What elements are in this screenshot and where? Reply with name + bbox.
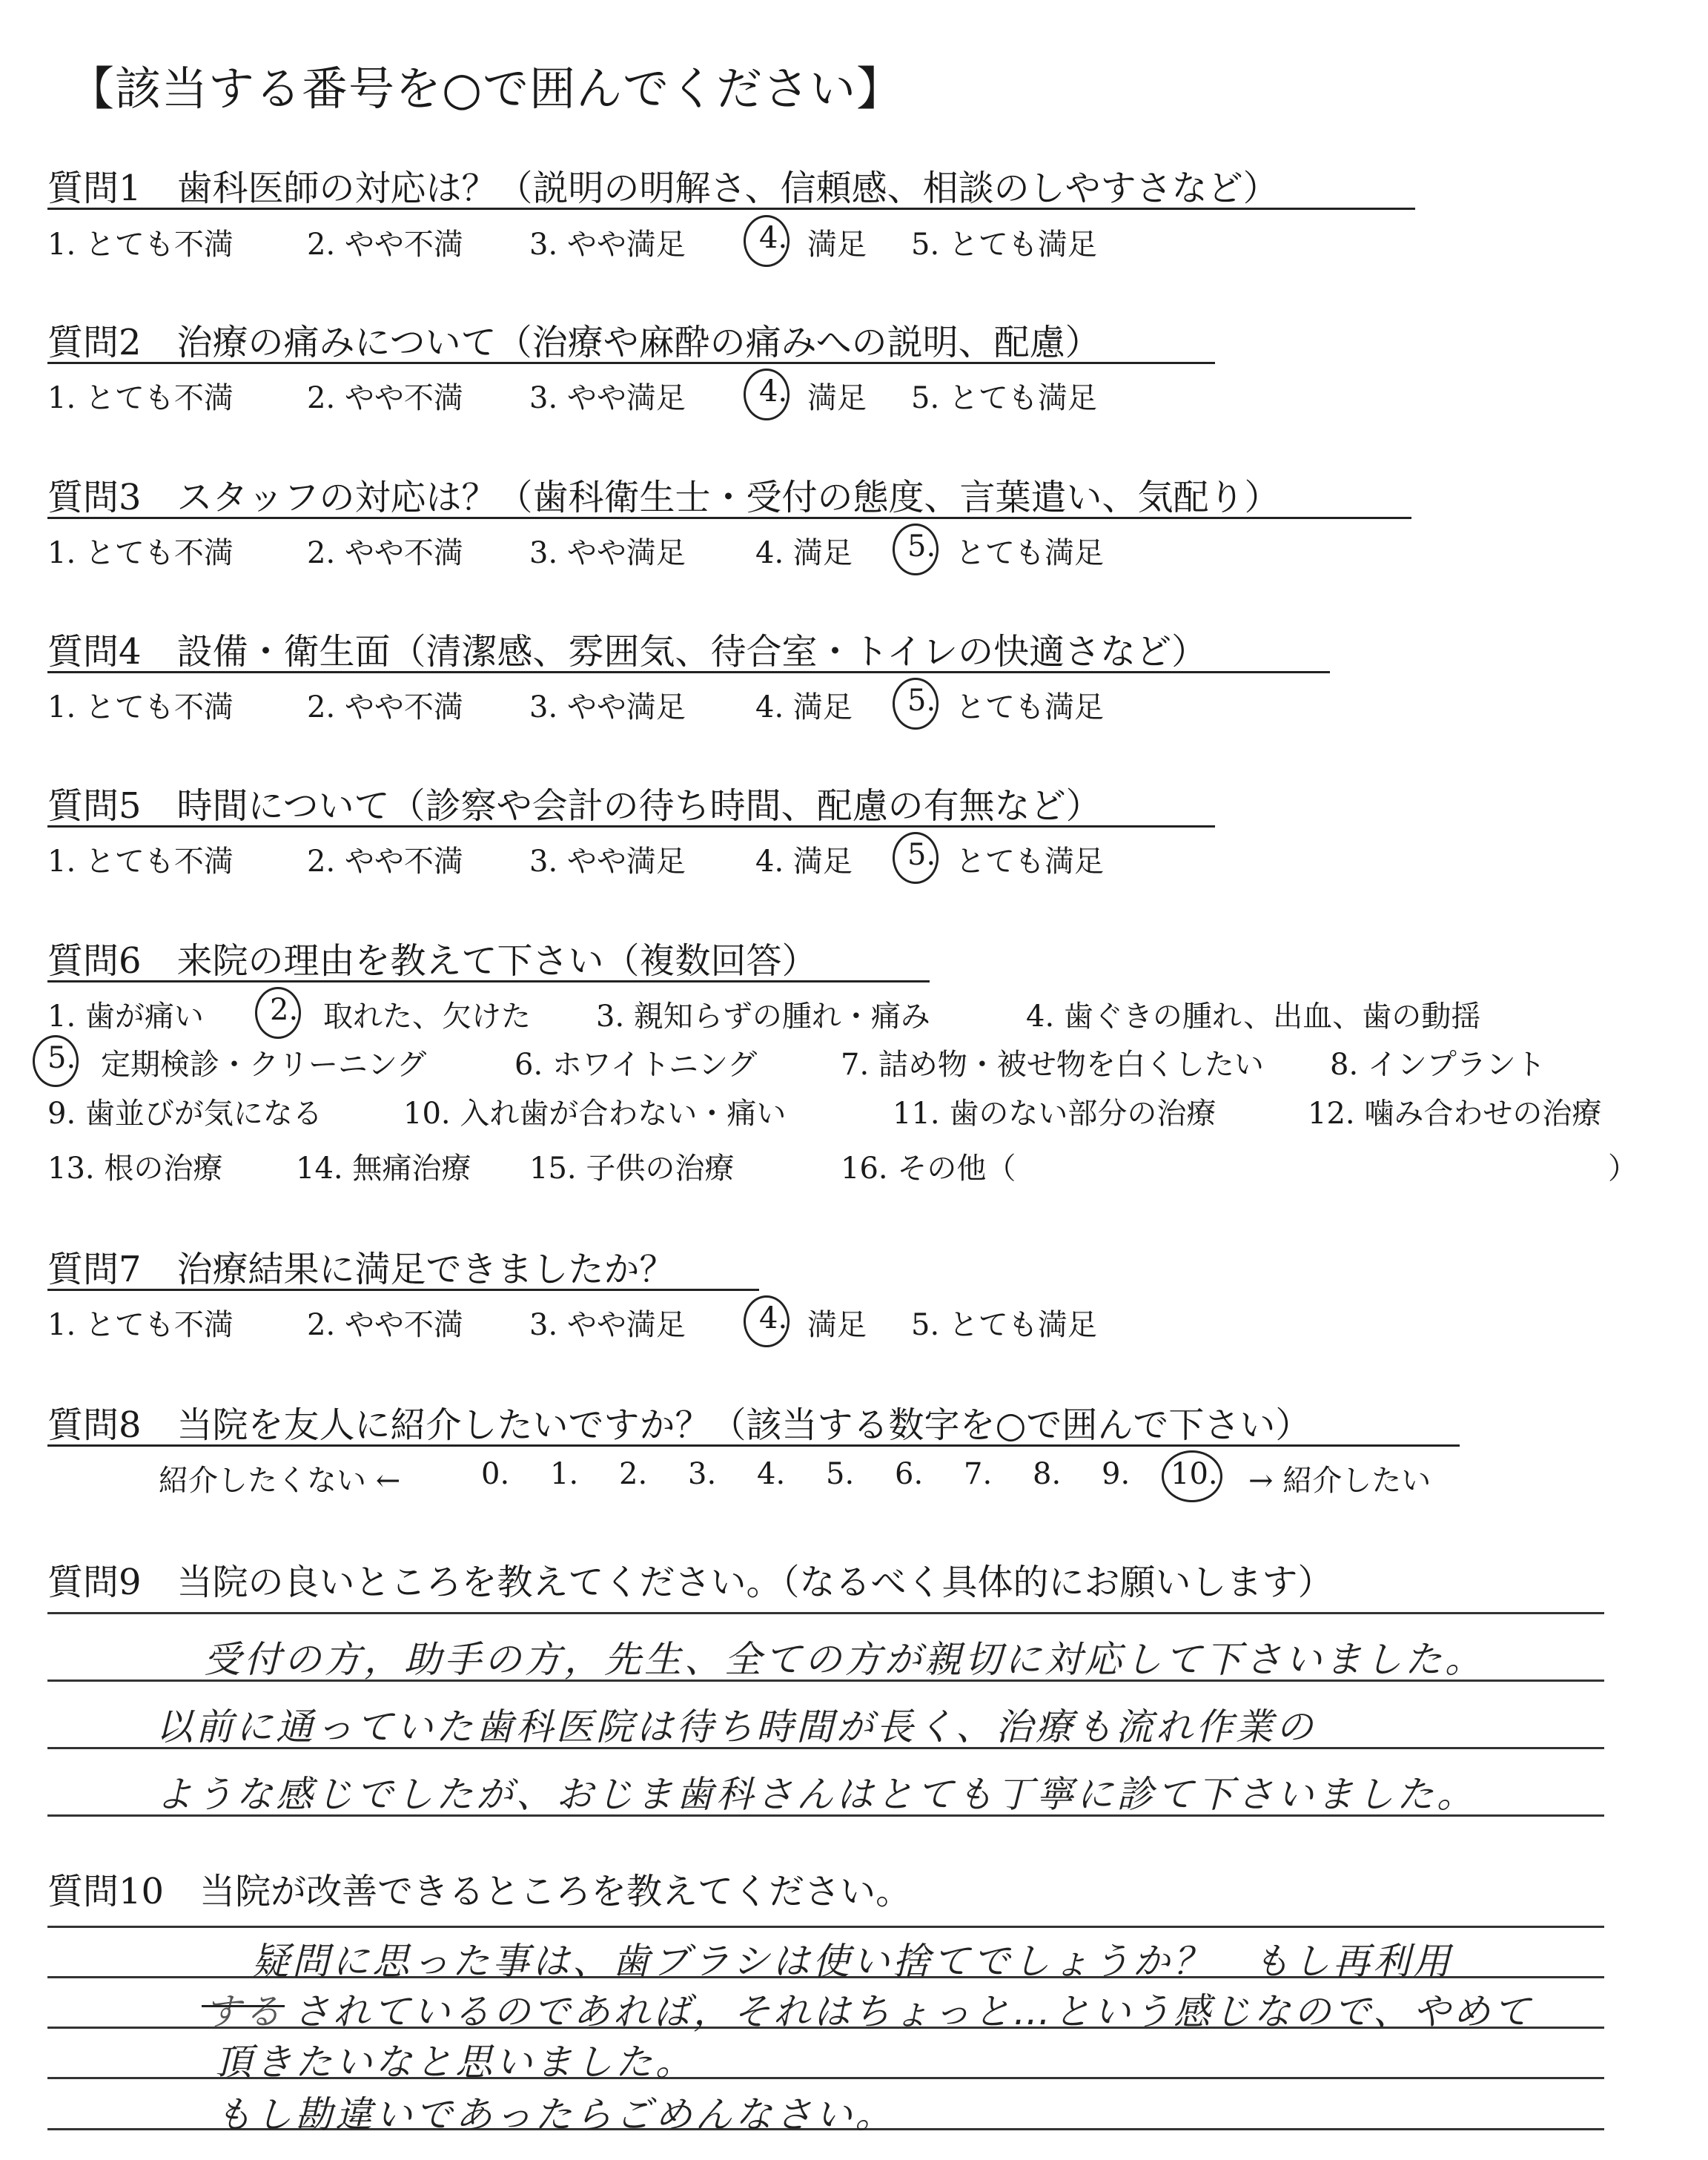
q9-answer-text-3: ような感じでしたが、おじま歯科さんはとても丁寧に診て下さいました。 bbox=[156, 1773, 1477, 1816]
q8-option-1[interactable]: 1. bbox=[550, 1457, 579, 1491]
q8-selection-circle bbox=[1162, 1450, 1222, 1502]
q7-selection-circle bbox=[744, 1295, 790, 1347]
q3-option-2[interactable]: 2. やや不満 bbox=[307, 536, 463, 570]
q8-option-4[interactable]: 4. bbox=[757, 1457, 786, 1491]
q8-option-3[interactable]: 3. bbox=[688, 1457, 717, 1491]
q6-option-5-circle bbox=[33, 1035, 79, 1087]
q5-option-5[interactable]: 5. bbox=[907, 838, 936, 872]
q6-option-9[interactable]: 9. 歯並びが気になる bbox=[47, 1097, 322, 1131]
q3-option-3[interactable]: 3. やや満足 bbox=[529, 536, 686, 570]
question-5-underline bbox=[47, 825, 1215, 828]
q7-option-5[interactable]: 5. とても満足 bbox=[911, 1308, 1097, 1342]
q6-option-13[interactable]: 13. 根の治療 bbox=[47, 1152, 223, 1186]
q2-option-2[interactable]: 2. やや不満 bbox=[307, 381, 463, 415]
q7-option-1[interactable]: 1. とても不満 bbox=[47, 1308, 234, 1342]
q2-option-1[interactable]: 1. とても不満 bbox=[47, 381, 234, 415]
q4-option-1[interactable]: 1. とても不満 bbox=[47, 690, 234, 724]
q1-option-4-label: 満足 bbox=[807, 228, 867, 262]
q2-option-4[interactable]: 4. bbox=[759, 374, 788, 409]
question-8-underline bbox=[47, 1444, 1460, 1447]
q5-option-1[interactable]: 1. とても不満 bbox=[47, 845, 234, 879]
q1-option-4[interactable]: 4. bbox=[759, 221, 788, 255]
q3-selection-circle bbox=[893, 524, 939, 575]
q6-option-7[interactable]: 7. 詰め物・被せ物を白くしたい bbox=[841, 1048, 1264, 1082]
question-4-underline bbox=[47, 671, 1330, 673]
q4-option-3[interactable]: 3. やや満足 bbox=[529, 690, 686, 724]
q1-option-5[interactable]: 5. とても満足 bbox=[911, 228, 1097, 262]
q2-option-5[interactable]: 5. とても満足 bbox=[911, 381, 1097, 415]
q1-selection-circle bbox=[744, 215, 790, 267]
q8-option-10[interactable]: 10. bbox=[1171, 1457, 1218, 1491]
question-6-heading: 質問6 来院の理由を教えて下さい（複数回答） bbox=[47, 940, 818, 982]
q1-option-3[interactable]: 3. やや満足 bbox=[529, 228, 686, 262]
q8-option-6[interactable]: 6. bbox=[895, 1457, 924, 1491]
q9-answer-line-1 bbox=[47, 1612, 1604, 1614]
q6-option-8[interactable]: 8. インプラント bbox=[1330, 1048, 1546, 1082]
question-1-underline bbox=[47, 208, 1415, 210]
q9-answer-text-1: 受付の方，助手の方，先生、全ての方が親切に対応して下さいました。 bbox=[204, 1638, 1485, 1681]
q10-answer-text-3: 頂きたいなと思いました。 bbox=[215, 2041, 695, 2084]
q8-right-label: → 紹介したい bbox=[1248, 1464, 1431, 1498]
q4-option-2[interactable]: 2. やや不満 bbox=[307, 690, 463, 724]
question-3-heading: 質問3 スタッフの対応は？（歯科衛生士・受付の態度、言葉遣い、気配り） bbox=[47, 477, 1280, 518]
q8-option-9[interactable]: 9. bbox=[1102, 1457, 1131, 1491]
q6-option-14[interactable]: 14. 無痛治療 bbox=[296, 1152, 471, 1186]
question-2-underline bbox=[47, 362, 1215, 364]
q3-option-1[interactable]: 1. とても不満 bbox=[47, 536, 234, 570]
q6-option-3[interactable]: 3. 親知らずの腫れ・痛み bbox=[596, 1000, 930, 1034]
q6-option-2-label: 取れた、欠けた bbox=[323, 1000, 531, 1034]
q6-option-2-circle bbox=[255, 987, 301, 1039]
q5-option-5-label: とても満足 bbox=[956, 845, 1104, 879]
question-4-heading: 質問4 設備・衛生面（清潔感、雰囲気、待合室・トイレの快適さなど） bbox=[47, 631, 1208, 673]
q3-option-5-label: とても満足 bbox=[956, 536, 1104, 570]
q5-option-4[interactable]: 4. 満足 bbox=[755, 845, 853, 879]
q10-answer-text-1: 疑問に思った事は、歯ブラシは使い捨てでしょうか？ もし再利用 bbox=[252, 1940, 1453, 1983]
q6-option-15[interactable]: 15. 子供の治療 bbox=[529, 1152, 735, 1186]
q9-answer-text-2: 以前に通っていた歯科医院は待ち時間が長く、治療も流れ作業の bbox=[156, 1705, 1316, 1748]
question-10-heading: 質問10 当院が改善できるところを教えてください。 bbox=[47, 1871, 912, 1912]
question-9-heading: 質問9 当院の良いところを教えてください。（なるべく具体的にお願いします） bbox=[47, 1562, 1334, 1603]
q3-option-4[interactable]: 4. 満足 bbox=[755, 536, 853, 570]
q6-option-5[interactable]: 5. bbox=[47, 1041, 76, 1075]
q6-option-4[interactable]: 4. 歯ぐきの腫れ、出血、歯の動揺 bbox=[1026, 1000, 1481, 1034]
q2-option-3[interactable]: 3. やや満足 bbox=[529, 381, 686, 415]
question-3-underline bbox=[47, 517, 1411, 519]
q5-option-3[interactable]: 3. やや満足 bbox=[529, 845, 686, 879]
q10-answer-line-1 bbox=[47, 1926, 1604, 1928]
q6-option-16-close: ） bbox=[1608, 1152, 1638, 1186]
q10-struck-text: する bbox=[204, 1990, 284, 2033]
q2-option-4-label: 満足 bbox=[807, 381, 867, 415]
q5-option-2[interactable]: 2. やや不満 bbox=[307, 845, 463, 879]
q7-option-3[interactable]: 3. やや満足 bbox=[529, 1308, 686, 1342]
q10-answer-text-2: されているのであれば，それはちょっと…という感じなので、やめて bbox=[293, 1990, 1533, 2033]
q6-option-2[interactable]: 2. bbox=[270, 993, 299, 1027]
q6-option-6[interactable]: 6. ホワイトニング bbox=[514, 1048, 758, 1082]
q6-option-10[interactable]: 10. 入れ歯が合わない・痛い bbox=[403, 1097, 787, 1131]
page-title: 【該当する番号を○で囲んでください】 bbox=[68, 62, 904, 116]
q4-option-5[interactable]: 5. bbox=[907, 684, 936, 718]
question-8-heading: 質問8 当院を友人に紹介したいですか？（該当する数字を○で囲んで下さい） bbox=[47, 1404, 1311, 1446]
q10-strikethrough bbox=[202, 2005, 285, 2007]
q4-selection-circle bbox=[893, 678, 939, 730]
q8-option-2[interactable]: 2. bbox=[619, 1457, 648, 1491]
q3-option-5[interactable]: 5. bbox=[907, 529, 936, 564]
question-7-heading: 質問7 治療結果に満足できましたか？ bbox=[47, 1249, 675, 1290]
q6-option-11[interactable]: 11. 歯のない部分の治療 bbox=[893, 1097, 1217, 1131]
q2-selection-circle bbox=[744, 369, 790, 420]
q7-option-2[interactable]: 2. やや不満 bbox=[307, 1308, 463, 1342]
q8-option-8[interactable]: 8. bbox=[1033, 1457, 1062, 1491]
q8-option-5[interactable]: 5. bbox=[826, 1457, 855, 1491]
question-5-heading: 質問5 時間について（診察や会計の待ち時間、配慮の有無など） bbox=[47, 785, 1102, 827]
question-2-heading: 質問2 治療の痛みについて（治療や麻酔の痛みへの説明、配慮） bbox=[47, 322, 1101, 363]
q6-option-12[interactable]: 12. 噛み合わせの治療 bbox=[1308, 1097, 1602, 1131]
question-7-underline bbox=[47, 1289, 759, 1291]
q4-option-5-label: とても満足 bbox=[956, 690, 1104, 724]
q4-option-4[interactable]: 4. 満足 bbox=[755, 690, 853, 724]
q1-option-2[interactable]: 2. やや不満 bbox=[307, 228, 463, 262]
question-1-heading: 質問1 歯科医師の対応は？（説明の明解さ、信頼感、相談のしやすさなど） bbox=[47, 168, 1279, 209]
question-6-underline bbox=[47, 980, 930, 982]
q8-option-7[interactable]: 7. bbox=[964, 1457, 993, 1491]
q5-selection-circle bbox=[893, 832, 939, 884]
q8-left-label: 紹介したくない ← bbox=[159, 1464, 401, 1498]
q7-option-4-label: 満足 bbox=[807, 1308, 867, 1342]
q7-option-4[interactable]: 4. bbox=[759, 1301, 788, 1335]
q10-answer-text-4: もし勘違いであったらごめんなさい。 bbox=[215, 2093, 896, 2136]
q1-option-1[interactable]: 1. とても不満 bbox=[47, 228, 234, 262]
q8-option-0[interactable]: 0. bbox=[481, 1457, 510, 1491]
q6-option-16[interactable]: 16. その他（ bbox=[841, 1152, 1016, 1186]
q6-option-5-label: 定期検診・クリーニング bbox=[101, 1048, 427, 1082]
q6-option-1[interactable]: 1. 歯が痛い bbox=[47, 1000, 204, 1034]
